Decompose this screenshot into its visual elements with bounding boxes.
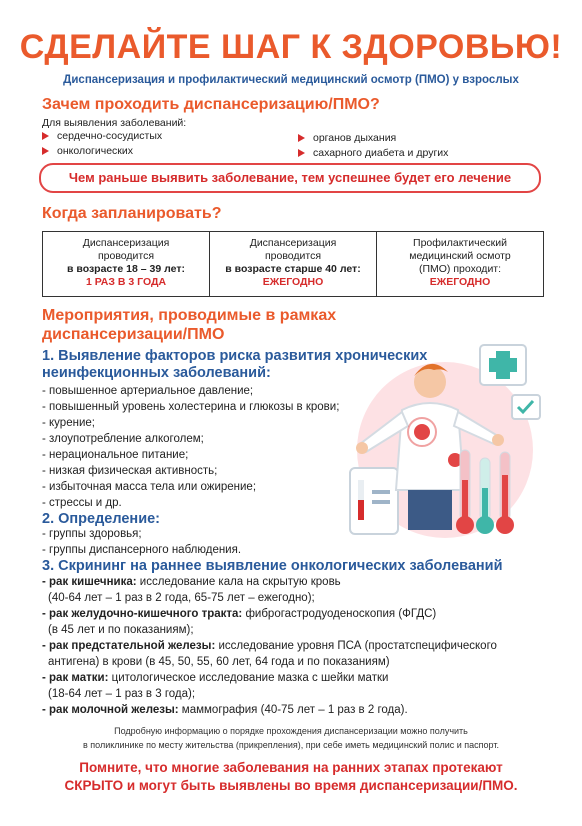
why-item: сахарного диабета и других [298,147,448,159]
screening-item: (40-64 лет – 1 раз в 2 года, 65-75 лет – ежегодно); [48,592,315,604]
screening-item: антигена) в крови (в 45, 50, 55, 60 лет, 64 года и по показаниям) [48,656,390,668]
schedule-cell: Диспансеризация проводится в возрасте 18 – 39 лет: 1 РАЗ В 3 ГОДА [67,237,185,288]
why-heading: Зачем проходить диспансеризацию/ПМО? [42,96,380,113]
why-item: органов дыхания [298,132,396,144]
schedule-cell: Диспансеризация проводится в возрасте старше 40 лет: ЕЖЕГОДНО [209,232,376,296]
definition-item: - группы диспансерного наблюдения. [42,544,242,556]
risk-factor-item: - злоупотребление алкоголем; [42,433,204,445]
risk-factor-item: - повышенное артериальное давление; [42,385,254,397]
schedule-cell: Профилактический медицинский осмотр (ПМО) проходит: ЕЖЕГОДНО [376,232,543,296]
risk-factor-item: - курение; [42,417,95,429]
why-intro: Для выявления заболеваний: [42,117,187,129]
section1-heading-line2: неинфекционных заболеваний: [42,365,271,381]
risk-factor-item: - нерациональное питание; [42,449,189,461]
doctor-health-icon [330,340,545,550]
section2-heading: 2. Определение: [42,511,160,527]
events-heading: Мероприятия, проводимые в рамках [42,307,337,324]
screening-item: (в 45 лет и по показаниям); [48,624,194,636]
screening-item: - рак предстательной железы: исследование уровня ПСА (простатспецифического [42,640,497,652]
section1-heading: 1. Выявление факторов риска развития хронических [42,348,428,364]
when-heading: Когда запланировать? [42,205,222,222]
screening-item: - рак молочной железы: маммография (40-75 лет – 1 раз в 2 года). [42,704,408,716]
reminder-text-line2: СКРЫТО и могут быть выявлены во время диспансеризации/ПМО. [64,778,518,793]
bullet-triangle-icon [42,147,49,155]
bullet-triangle-icon [42,132,49,140]
section3-heading: 3. Скрининг на раннее выявление онкологических заболеваний [42,558,503,574]
screening-item: - рак кишечника: исследование кала на скрытую кровь [42,576,341,588]
bullet-triangle-icon [298,134,305,142]
risk-factor-item: - повышенный уровень холестерина и глюкозы в крови; [42,401,340,413]
bullet-triangle-icon [298,149,305,157]
risk-factor-item: - низкая физическая активность; [42,465,218,477]
screening-item: (18-64 лет – 1 раз в 3 года); [48,688,196,700]
screening-item: - рак матки: цитологическое исследование мазка с шейки матки [42,672,389,684]
screening-item: - рак желудочно-кишечного тракта: фиброгастродуоденоскопия (ФГДС) [42,608,437,620]
info-note-line2: в поликлинике по месту жительства (прикрепления), при себе иметь медицинский полис и паспорт. [83,740,499,750]
why-item: онкологических [42,145,133,157]
why-item: сердечно-сосудистых [42,130,162,142]
definition-item: - группы здоровья; [42,528,142,540]
risk-factor-item: - избыточная масса тела или ожирение; [42,481,257,493]
schedule-table [42,231,544,297]
events-heading-line2: диспансеризации/ПМО [42,326,225,343]
info-note: Подробную информацию о порядке прохождения диспансеризации можно получить [114,726,468,736]
early-detection-banner: Чем раньше выявить заболевание, тем успешнее будет его лечение [39,163,541,193]
risk-factor-item: - стрессы и др. [42,497,122,509]
page-subtitle: Диспансеризация и профилактический медицинский осмотр (ПМО) у взрослых [63,74,519,86]
reminder-text: Помните, что многие заболевания на ранних этапах протекают [79,760,503,775]
page-title: СДЕЛАЙТЕ ШАГ К ЗДОРОВЬЮ! [19,28,563,66]
